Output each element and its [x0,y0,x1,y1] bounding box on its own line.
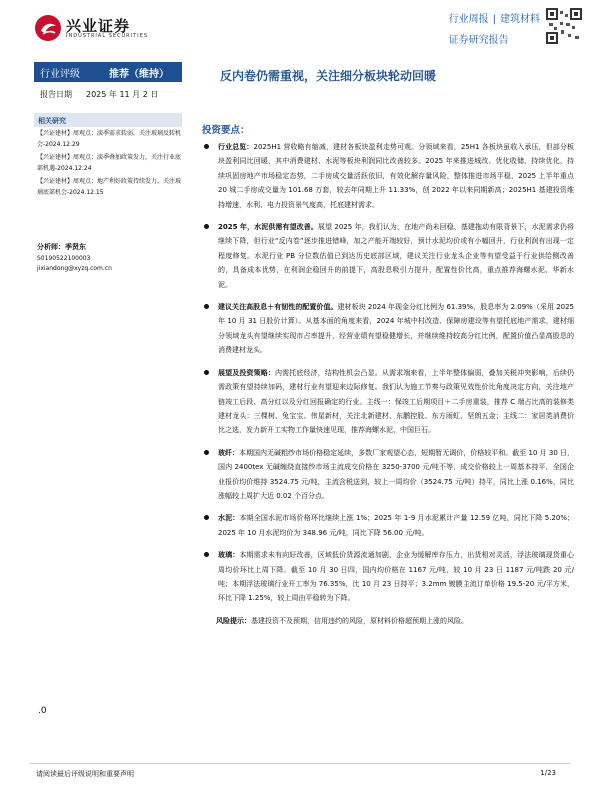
key-point-item [202,220,574,292]
risk-lead: 风险提示： [216,616,251,625]
bullet-dot-icon [204,224,209,229]
report-header [0,0,600,58]
bullet-dot-icon [204,370,209,375]
rating-bar [34,62,182,82]
logo-mark-icon [34,14,62,42]
footer-disclaimer: 请阅读最后评级说明和重要声明 [36,770,134,778]
analyst-email[interactable]: jixiandong@xyzq.com.cn [37,265,112,272]
key-point-item [202,366,574,438]
key-point-text: 建材板块 2024 年现金分红比例为 61.39%，股息率为 2.09%（采用 2025 年 10 月 31 日股价计算）。从基本面的角度来看，2024 年城中村改造、保障房建设等有望托底地产需求，建材细分领域龙头有望继续实现市占率提升，经营业绩有望稳健增长，并继续维持较高分红比例，配置价值凸显高股息的消费建材龙头。 [218,303,575,355]
key-point-lead: 建议关注高股息＋有韧性的配置价值。 [218,303,338,312]
company-logo [34,14,164,44]
logo-text-en: INDUSTRIAL SECURITIES [66,33,148,39]
key-point-lead: 水泥： [218,514,240,523]
rating-label: 行业评级 [40,69,80,80]
key-point-text: 本期国内无碱粗纱市场价格稳定延续，多数厂家观望心态，短期暂无调价，价格较平和。截至 10 月 30 日，国内 2400tex 无碱缠绕直接纱市场主流成交价格在 3250-3700 元/吨不等，成交价格较上一周基本持平，全国企业报价均价维持 3524.75 元/吨，主流含税送到，较上一周均价（3524.75 元/吨）持平，同比上涨 0.16%，同比涨幅较上周扩大近 0.02 个百分点。 [218,448,575,500]
report-date [40,89,158,100]
related-research-link[interactable]: 【兴证建材】周观点：淡季需求转弱，关注玻璃反转机会-2024.12.29 [37,130,182,148]
bullet-dot-icon [204,552,209,557]
key-points-title: 投资要点： [202,125,250,136]
key-point-lead: 2025 年，水泥供需有望改善。 [218,223,318,232]
side-mark: .0 [38,706,47,716]
report-category: 行业周报 [448,14,489,25]
key-point-text: 内需托底经济，结构性机会凸显。从需求端来看，上半年整体偏弱，叠加关税冲突影响，后续仍需政策有望持续加码，建材行业有望迎来边际修复。我们认为施工节奏与政策见效性价比角度决定方向，关注地产链竣工后段、高分红以及分红回报确定的行业。主线一：保竣工后期项目＋二手房重装，推荐 C 端占比高的装修类建材龙头：三棵树、兔宝宝、伟星新材，关注北新建材、东鹏控股、东方雨虹、坚朗五金；主线二：家居类消费价比之选，发力新开工实物工作量快速见现，推荐海螺水泥、中国巨石。 [218,368,575,435]
key-point-lead: 展望及投资策略： [218,368,275,377]
analyst-name: 分析师：季贤东 [37,243,86,251]
bullet-dot-icon [204,515,209,520]
department-label: 证券研究报告 [448,35,509,46]
key-point-item [202,511,574,540]
key-point-lead: 行业总览： [218,143,254,151]
key-point-item [202,446,574,504]
key-point-lead: 玻璃： [218,551,240,560]
key-point-text: 展望 2025 年，我们认为，在地产尚未回稳、基建拖动有限背景下，水泥需求仍将继续下降，但行业“反内卷”逐步推进错峰，加之产能开端较好，预计水泥均价或有小幅回升，行业利润有出现一定程度修复。水泥行业 PB 分位数估值已到达历史底部区域，建议关注行业龙头企业等有望受益于行业供给侧改善的，具备成本优势，在利润企稳回升的前提下，高股息吸引力提升，配置性价比高，重点推荐海螺水泥、华新水泥。 [218,223,575,289]
risk-warning [202,614,574,628]
bullet-dot-icon [204,304,209,309]
key-point-lead: 玻纤： [218,448,240,457]
date-value: 2025 年 11 月 2 日 [86,90,159,99]
footer-divider [30,763,570,764]
date-label: 报告日期 [40,90,72,99]
risk-text: 基建投资不及预期，信用违约的风险，原材料价格超预期上涨的风险。 [251,616,468,625]
key-point-text: 本期全国水泥市场价格环比继续上涨 1%；2025 年 1-9 月水泥累计产量 12.59 亿吨，同比下降 5.20%；2025 年 10 月水泥均价为 348.96 元/吨，同比下降 56.00 元/吨。 [218,514,574,537]
analyst-license: S0190522100003 [37,255,91,262]
key-point-text: 本期需求未有向好改善，区域低价货源流通加剧，企业为缓解库存压力，出货相对灵活，浮法玻璃现货重心周均价环比上周下降。截至 10 月 30 日四，国内均价格在 1167 元/吨，较 10 月 23 日 1187 元/吨跌 20 元/吨；本期浮法玻璃行业开工率为 76.35%，比 10 月 23 日持平；3.2mm 镀膜主流订单价格 19.5-20 元/平方米，环比下降 1.25%，较上周由平稳转为下降。 [218,551,575,603]
report-title: 反内卷仍需重视，关注细分板块轮动回暖 [220,69,437,83]
bullet-dot-icon [204,144,209,149]
logo-text-cn: 兴业证券 [66,17,131,35]
page-number: 1/23 [540,769,556,777]
qr-code-icon [546,8,582,44]
key-point-text: 2025H1 营收略有缩减，建材各板块盈利走势可观。分领域来看，25H1 各板块虽收入承压，但部分板块盈利同比回暖，其中消费建材、水泥等板块利润同比改善较多。2025 年来推进城改、优化收储、持续优化，持续巩固房地产市场稳定态势，二手房成交量活跃依旧，有效化解存量风险，整体推进市场平稳，2025 上半年重点 20 城二手房成交量为 101.68 万套，较去年同期上升 11.33%，创 2022 年以来同期新高；2025H1 基建投资维持增速，水利、电力投资景气度高，托底建材需求。 [218,143,574,209]
key-point-item [202,140,574,212]
industry-label: 建筑材料 [500,14,540,25]
key-point-item [202,300,574,358]
rating-value: 推荐（维持） [109,69,169,80]
related-research-list [37,128,185,200]
key-point-item [202,548,574,606]
bullet-dot-icon [204,450,209,455]
related-research-link[interactable]: 【兴证建材】周观点：地产利好政策持续发力，关注玻璃底部机会-2024.12.15 [37,178,182,196]
related-research-link[interactable]: 【兴证建材】周观点：淡季叠加政策发力，关注行业底部机遇-2024.12.24 [37,154,182,172]
related-research-heading: 相关研究 [34,113,182,127]
header-labels: 行业周报 | 建筑材料 证券研究报告 [448,14,540,46]
key-points-body [202,140,574,628]
